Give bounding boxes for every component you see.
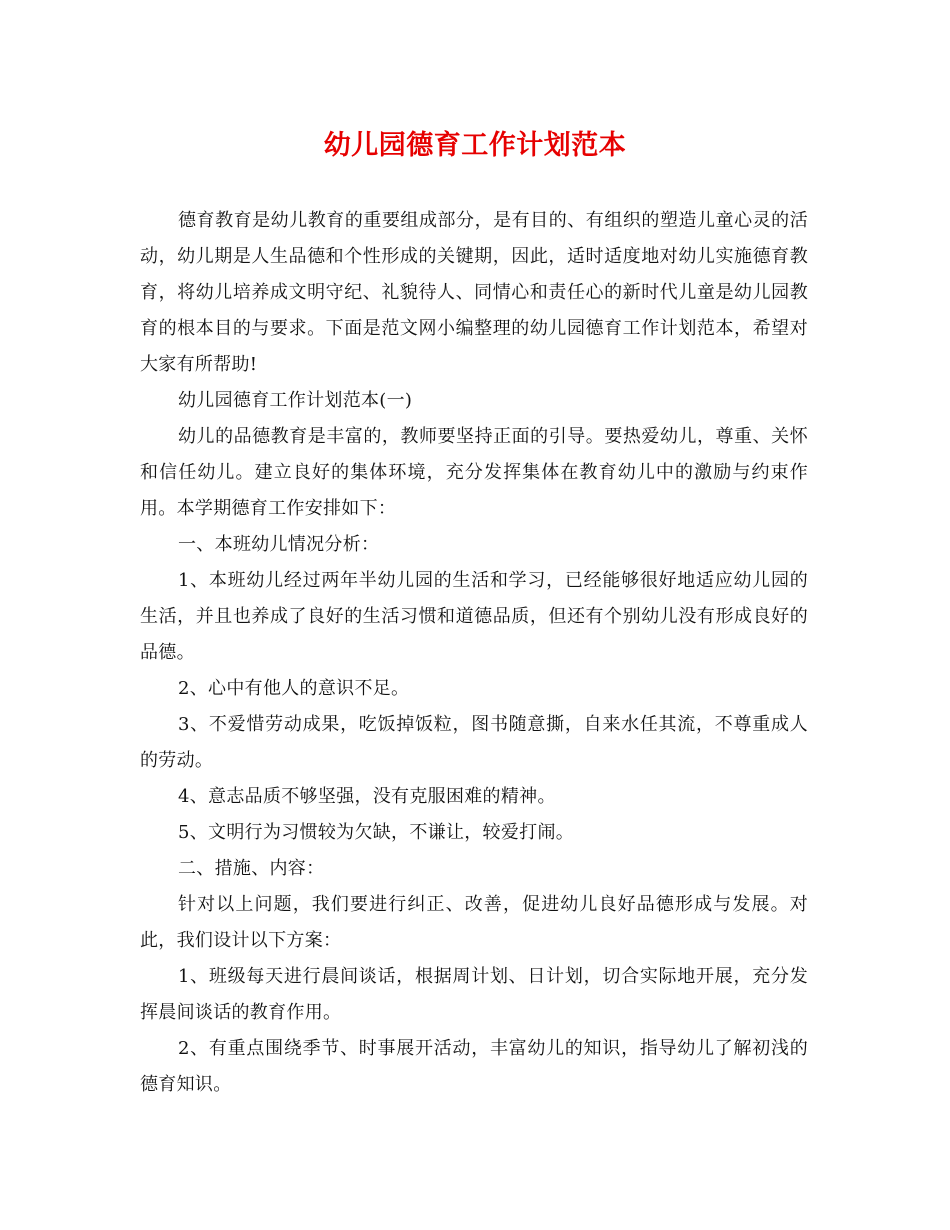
paragraph-item-4: 4、意志品质不够坚强，没有克服困难的精神。 xyxy=(178,786,556,807)
paragraph-section-heading: 幼儿园德育工作计划范本(一) xyxy=(178,390,413,411)
paragraph-overview: 幼儿的品德教育是丰富的，教师要坚持正面的引导。要热爱幼儿，尊重、关怀和信任幼儿。建立良好的集体环境，充分发挥集体在教育幼儿中的激励与约束作用。本学期德育工作安排如下： xyxy=(140,426,808,519)
paragraph-item-3: 3、不爱惜劳动成果，吃饭掉饭粒，图书随意撕，自来水任其流，不尊重成人的劳动。 xyxy=(140,714,808,771)
paragraph-item-5: 5、文明行为习惯较为欠缺，不谦让，较爱打闹。 xyxy=(178,822,575,843)
paragraph-measure-1: 1、班级每天进行晨间谈话，根据周计划、日计划，切合实际地开展，充分发挥晨间谈话的教育作用。 xyxy=(140,966,808,1023)
document-body xyxy=(140,203,808,1103)
paragraph-measure-2: 2、有重点围绕季节、时事展开活动，丰富幼儿的知识，指导幼儿了解初浅的德育知识。 xyxy=(140,1038,808,1095)
paragraph-item-2: 2、心中有他人的意识不足。 xyxy=(178,678,410,699)
paragraph-measures-intro: 针对以上问题，我们要进行纠正、改善，促进幼儿良好品德形成与发展。对此，我们设计以下方案： xyxy=(140,894,808,951)
paragraph-heading-analysis: 一、本班幼儿情况分析： xyxy=(178,534,380,555)
paragraph-intro: 德育教育是幼儿教育的重要组成部分，是有目的、有组织的塑造儿童心灵的活动，幼儿期是人生品德和个性形成的关键期，因此，适时适度地对幼儿实施德育教育，将幼儿培养成文明守纪、礼貌待人、同情心和责任心的新时代儿童是幼儿园教育的根本目的与要求。下面是范文网小编整理的幼儿园德育工作计划范本，希望对大家有所帮助! xyxy=(140,210,808,375)
page-title: 幼儿园德育工作计划范本 xyxy=(323,130,627,161)
paragraph-heading-measures: 二、措施、内容： xyxy=(178,858,325,879)
paragraph-item-1: 1、本班幼儿经过两年半幼儿园的生活和学习，已经能够很好地适应幼儿园的生活，并且也养成了良好的生活习惯和道德品质，但还有个别幼儿没有形成良好的品德。 xyxy=(140,570,808,663)
